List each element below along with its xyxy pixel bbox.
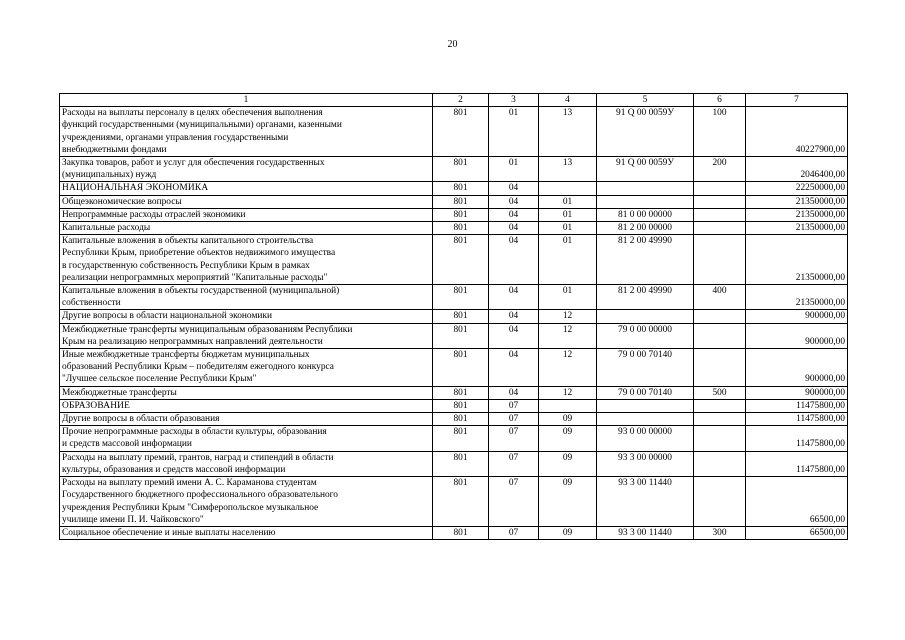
row-target-article-cell xyxy=(597,310,694,323)
row-expense-type-cell xyxy=(694,310,746,323)
table-header-row xyxy=(60,94,848,107)
table-row xyxy=(60,477,848,527)
row-subsection-cell: 09 xyxy=(539,477,597,527)
row-subsection-cell: 12 xyxy=(539,386,597,399)
row-expense-type-cell xyxy=(694,426,746,451)
table-row xyxy=(60,426,848,451)
row-name-cell: Иные межбюджетные трансферты бюджетам муниципальных образований Республики Крым – победителям ежегодного конкурса "Лучшее сельское поселение Республики Крым" xyxy=(60,349,433,387)
row-amount-cell: 66500,00 xyxy=(746,526,848,539)
table-row xyxy=(60,413,848,426)
row-section-cell: 04 xyxy=(489,323,539,348)
table-row xyxy=(60,451,848,476)
row-ministry-code-cell: 801 xyxy=(433,526,489,539)
row-subsection-cell xyxy=(539,399,597,412)
row-target-article-cell: 79 0 00 70140 xyxy=(597,349,694,387)
row-section-cell: 07 xyxy=(489,413,539,426)
table-section-row xyxy=(60,399,848,412)
row-subsection-cell: 01 xyxy=(539,195,597,208)
row-name-cell: Капитальные вложения в объекты государственной (муниципальной) собственности xyxy=(60,285,433,310)
row-ministry-code-cell: 801 xyxy=(433,426,489,451)
table-section-row xyxy=(60,182,848,195)
row-name-cell: Капитальные расходы xyxy=(60,222,433,235)
row-ministry-code-cell: 801 xyxy=(433,323,489,348)
row-amount-cell: 22250000,00 xyxy=(746,182,848,195)
row-section-cell: 04 xyxy=(489,386,539,399)
row-target-article-cell: 93 3 00 11440 xyxy=(597,526,694,539)
row-section-cell: 04 xyxy=(489,349,539,387)
row-name-cell: Закупка товаров, работ и услуг для обеспечения государственных (муниципальных) нужд xyxy=(60,157,433,182)
row-target-article-cell xyxy=(597,195,694,208)
row-expense-type-cell: 100 xyxy=(694,107,746,157)
row-subsection-cell: 12 xyxy=(539,349,597,387)
row-section-cell: 07 xyxy=(489,399,539,412)
table-row xyxy=(60,285,848,310)
row-section-cell: 04 xyxy=(489,208,539,221)
row-ministry-code-cell: 801 xyxy=(433,107,489,157)
header-cell-2: 2 xyxy=(433,94,489,107)
row-amount-cell: 40227900,00 xyxy=(746,107,848,157)
row-section-cell: 04 xyxy=(489,222,539,235)
row-name-cell: Межбюджетные трансферты xyxy=(60,386,433,399)
row-expense-type-cell xyxy=(694,399,746,412)
header-cell-5: 5 xyxy=(597,94,694,107)
row-subsection-cell: 01 xyxy=(539,222,597,235)
row-target-article-cell: 93 0 00 00000 xyxy=(597,426,694,451)
table-row xyxy=(60,208,848,221)
table-row xyxy=(60,107,848,157)
row-target-article-cell xyxy=(597,399,694,412)
row-ministry-code-cell: 801 xyxy=(433,222,489,235)
row-subsection-cell: 09 xyxy=(539,451,597,476)
row-name-cell: Расходы на выплаты персоналу в целях обеспечения выполнения функций государственными (муниципальными) органами, казенными учреждениями, органами управления государственными внебюджетными фондами xyxy=(60,107,433,157)
row-ministry-code-cell: 801 xyxy=(433,310,489,323)
header-cell-6: 6 xyxy=(694,94,746,107)
row-expense-type-cell: 200 xyxy=(694,157,746,182)
row-section-cell: 07 xyxy=(489,426,539,451)
table-row xyxy=(60,310,848,323)
row-amount-cell: 21350000,00 xyxy=(746,222,848,235)
table-row xyxy=(60,235,848,285)
row-target-article-cell xyxy=(597,182,694,195)
header-cell-4: 4 xyxy=(539,94,597,107)
row-subsection-cell: 09 xyxy=(539,413,597,426)
row-amount-cell: 21350000,00 xyxy=(746,195,848,208)
row-name-cell: Общеэкономические вопросы xyxy=(60,195,433,208)
row-name-cell: Другие вопросы в области образования xyxy=(60,413,433,426)
row-subsection-cell xyxy=(539,182,597,195)
row-amount-cell: 11475800,00 xyxy=(746,413,848,426)
row-subsection-cell: 12 xyxy=(539,323,597,348)
budget-table xyxy=(59,93,848,540)
row-expense-type-cell: 300 xyxy=(694,526,746,539)
row-section-cell: 04 xyxy=(489,310,539,323)
row-ministry-code-cell: 801 xyxy=(433,477,489,527)
row-expense-type-cell xyxy=(694,208,746,221)
row-expense-type-cell xyxy=(694,413,746,426)
row-name-cell: Расходы на выплату премий, грантов, наград и стипендий в области культуры, образования и средств массовой информации xyxy=(60,451,433,476)
row-section-cell: 07 xyxy=(489,526,539,539)
table-row xyxy=(60,526,848,539)
row-name-cell: Расходы на выплату премий имени А. С. Караманова студентам Государственного бюджетного профессионального образовательного учреждения Республики Крым "Симферопольское музыкальное училище имени П. И. Чайковского" xyxy=(60,477,433,527)
row-amount-cell: 11475800,00 xyxy=(746,426,848,451)
row-amount-cell: 11475800,00 xyxy=(746,451,848,476)
table-row xyxy=(60,386,848,399)
row-expense-type-cell xyxy=(694,451,746,476)
header-cell-7: 7 xyxy=(746,94,848,107)
table-row xyxy=(60,323,848,348)
row-name-cell: НАЦИОНАЛЬНАЯ ЭКОНОМИКА xyxy=(60,182,433,195)
row-amount-cell: 66500,00 xyxy=(746,477,848,527)
row-ministry-code-cell: 801 xyxy=(433,182,489,195)
row-section-cell: 04 xyxy=(489,182,539,195)
row-ministry-code-cell: 801 xyxy=(433,413,489,426)
row-target-article-cell: 81 2 00 00000 xyxy=(597,222,694,235)
row-ministry-code-cell: 801 xyxy=(433,285,489,310)
row-expense-type-cell xyxy=(694,195,746,208)
row-amount-cell: 11475800,00 xyxy=(746,399,848,412)
row-subsection-cell: 13 xyxy=(539,157,597,182)
row-ministry-code-cell: 801 xyxy=(433,235,489,285)
row-ministry-code-cell: 801 xyxy=(433,451,489,476)
row-section-cell: 04 xyxy=(489,235,539,285)
row-subsection-cell: 13 xyxy=(539,107,597,157)
header-cell-3: 3 xyxy=(489,94,539,107)
row-section-cell: 07 xyxy=(489,451,539,476)
row-name-cell: Другие вопросы в области национальной экономики xyxy=(60,310,433,323)
row-amount-cell: 900000,00 xyxy=(746,310,848,323)
row-name-cell: Социальное обеспечение и иные выплаты населению xyxy=(60,526,433,539)
row-subsection-cell: 01 xyxy=(539,208,597,221)
row-section-cell: 01 xyxy=(489,107,539,157)
row-target-article-cell: 79 0 00 70140 xyxy=(597,386,694,399)
row-ministry-code-cell: 801 xyxy=(433,349,489,387)
row-section-cell: 01 xyxy=(489,157,539,182)
row-amount-cell: 21350000,00 xyxy=(746,285,848,310)
row-ministry-code-cell: 801 xyxy=(433,208,489,221)
row-subsection-cell: 01 xyxy=(539,235,597,285)
row-target-article-cell: 91 Q 00 0059У xyxy=(597,107,694,157)
row-target-article-cell: 79 0 00 00000 xyxy=(597,323,694,348)
row-expense-type-cell xyxy=(694,182,746,195)
row-expense-type-cell xyxy=(694,349,746,387)
row-subsection-cell: 09 xyxy=(539,426,597,451)
row-ministry-code-cell: 801 xyxy=(433,399,489,412)
row-amount-cell: 2046400,00 xyxy=(746,157,848,182)
table-row xyxy=(60,222,848,235)
row-expense-type-cell xyxy=(694,323,746,348)
row-section-cell: 04 xyxy=(489,195,539,208)
row-expense-type-cell xyxy=(694,477,746,527)
row-section-cell: 04 xyxy=(489,285,539,310)
row-name-cell: Капитальные вложения в объекты капитального строительства Республики Крым, приобретение объектов недвижимого имущества в государственную собственность Республики Крым в рамках реализации непрограммных мероприятий "Капитальные расходы" xyxy=(60,235,433,285)
page-number: 20 xyxy=(447,39,458,50)
row-expense-type-cell xyxy=(694,235,746,285)
row-target-article-cell: 81 2 00 49990 xyxy=(597,285,694,310)
row-subsection-cell: 12 xyxy=(539,310,597,323)
row-target-article-cell: 93 3 00 11440 xyxy=(597,477,694,527)
row-name-cell: ОБРАЗОВАНИЕ xyxy=(60,399,433,412)
row-subsection-cell: 01 xyxy=(539,285,597,310)
row-amount-cell: 21350000,00 xyxy=(746,208,848,221)
row-expense-type-cell: 500 xyxy=(694,386,746,399)
row-name-cell: Прочие непрограммные расходы в области культуры, образования и средств массовой информации xyxy=(60,426,433,451)
table-row xyxy=(60,349,848,387)
row-amount-cell: 21350000,00 xyxy=(746,235,848,285)
row-target-article-cell: 93 3 00 00000 xyxy=(597,451,694,476)
row-section-cell: 07 xyxy=(489,477,539,527)
row-name-cell: Межбюджетные трансферты муниципальным образованиям Республики Крым на реализацию непрограммных направлений деятельности xyxy=(60,323,433,348)
row-target-article-cell: 91 Q 00 0059У xyxy=(597,157,694,182)
row-amount-cell: 900000,00 xyxy=(746,349,848,387)
row-subsection-cell: 09 xyxy=(539,526,597,539)
row-target-article-cell: 81 0 00 00000 xyxy=(597,208,694,221)
header-cell-1: 1 xyxy=(60,94,433,107)
row-target-article-cell: 81 2 00 49990 xyxy=(597,235,694,285)
row-expense-type-cell xyxy=(694,222,746,235)
row-target-article-cell xyxy=(597,413,694,426)
row-expense-type-cell: 400 xyxy=(694,285,746,310)
row-amount-cell: 900000,00 xyxy=(746,323,848,348)
row-ministry-code-cell: 801 xyxy=(433,195,489,208)
row-ministry-code-cell: 801 xyxy=(433,386,489,399)
row-amount-cell: 900000,00 xyxy=(746,386,848,399)
table-row xyxy=(60,195,848,208)
table-row xyxy=(60,157,848,182)
row-name-cell: Непрограммные расходы отраслей экономики xyxy=(60,208,433,221)
row-ministry-code-cell: 801 xyxy=(433,157,489,182)
